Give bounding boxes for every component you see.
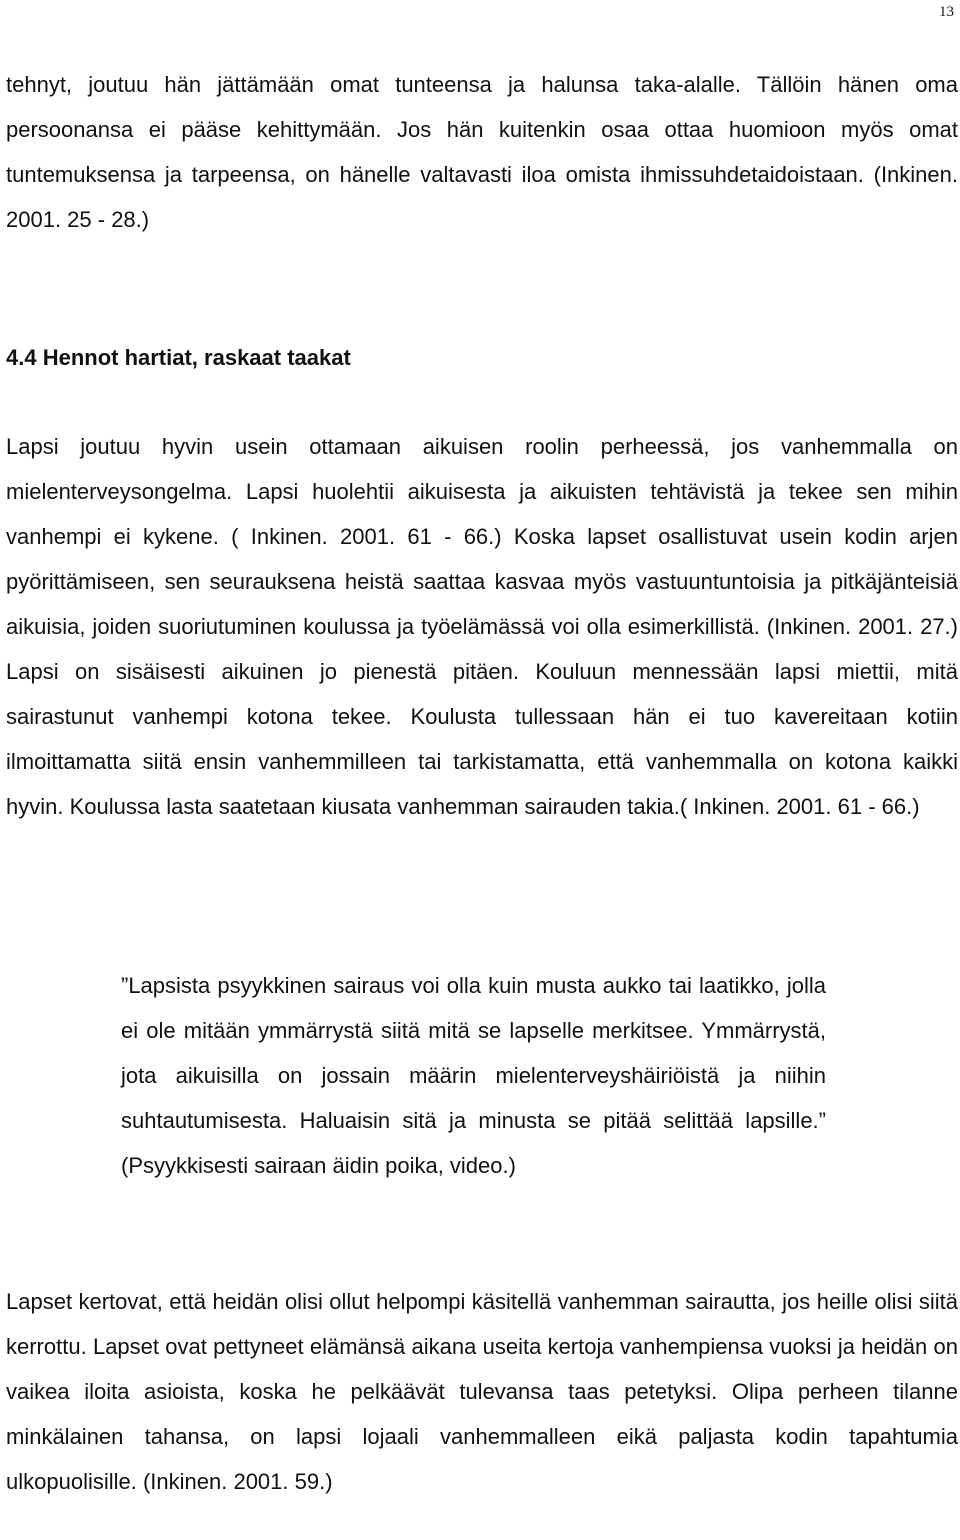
- paragraph-closing: Lapset kertovat, että heidän olisi ollut helpompi käsitellä vanhemman sairautta, jos heille olisi siitä kerrottu. Lapset ovat pettyneet elämänsä aikana useita kertoja vanhempiensa vuoksi ja heidän on vaikea iloita asioista, koska he pelkäävät tulevansa taas petetyksi. Olipa perheen tilanne minkälainen tahansa, on lapsi lojaali vanhemmalleen eikä paljasta kodin tapahtumia ulkopuolisille. (Inkinen. 2001. 59.): [6, 1289, 958, 1494]
- paragraph-intro-continuation: tehnyt, joutuu hän jättämään omat tunteensa ja halunsa taka-alalle. Tällöin hänen oma persoonansa ei pääse kehittymään. Jos hän kuitenkin osaa ottaa huomioon myös omat tuntemuksensa ja tarpeensa, on hänelle valtavasti iloa omista ihmissuhdetaidoistaan. (Inkinen. 2001. 25 - 28.): [6, 72, 958, 232]
- block-quote: ”Lapsista psyykkinen sairaus voi olla kuin musta aukko tai laatikko, jolla ei ole mitään ymmärrystä siitä mitä se lapselle merkitsee. Ymmärrystä, jota aikuisilla on jossain määrin mielenterveyshäiriöistä ja niihin suhtautumisesta. Haluaisin sitä ja minusta se pitää selittää lapsille.” (Psyykkisesti sairaan äidin poika, video.): [121, 973, 826, 1178]
- paragraph-section-body: Lapsi joutuu hyvin usein ottamaan aikuisen roolin perheessä, jos vanhemmalla on mielenterveysongelma. Lapsi huolehtii aikuisesta ja aikuisten tehtävistä ja tekee sen mihin vanhempi ei kykene. ( Inkinen. 2001. 61 - 66.) Koska lapset osallistuvat usein kodin arjen pyörittämiseen, sen seurauksena heistä saattaa kasvaa myös vastuuntuntoisia ja pitkäjänteisiä aikuisia, joiden suoriutuminen koulussa ja työelämässä voi olla esimerkillistä. (Inkinen. 2001. 27.) Lapsi on sisäisesti aikuinen jo pienestä pitäen. Kouluun mennessään lapsi miettii, mitä sairastunut vanhempi kotona tekee. Koulusta tullessaan hän ei tuo kavereitaan kotiin ilmoittamatta siitä ensin vanhemmilleen tai tarkistamatta, että vanhemmalla on kotona kaikki hyvin. Koulussa lasta saatetaan kiusata vanhemman sairauden takia.( Inkinen. 2001. 61 - 66.): [6, 434, 958, 819]
- section-heading: 4.4 Hennot hartiat, raskaat taakat: [6, 345, 351, 370]
- page-number: 13: [939, 4, 954, 20]
